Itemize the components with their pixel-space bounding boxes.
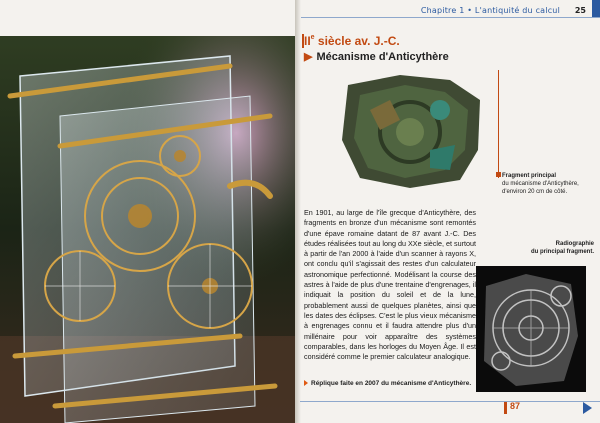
chapter-label: Chapitre 1 [420, 6, 465, 15]
photo-caption-text: Réplique faite en 2007 du mécanisme d'Anticythère. [311, 380, 472, 387]
radiograph-caption [514, 240, 594, 256]
century-text: siècle av. J.-C. [314, 34, 400, 48]
fragment-caption [502, 172, 592, 196]
section-title: L'antiquité du calcul [474, 6, 560, 15]
photo-caption [304, 380, 471, 387]
header-color-tab [592, 0, 600, 17]
page-number: 87 [510, 401, 521, 411]
next-page-arrow-icon [583, 402, 592, 414]
fragment-caption-title: Fragment principal [502, 173, 557, 179]
page-spine [295, 0, 301, 423]
radiograph-caption-line2: du principal fragment. [530, 249, 594, 255]
fragment-photo [330, 70, 490, 190]
header-page-number: 25 [574, 6, 586, 15]
caption-marker-icon [304, 380, 308, 386]
header-rule [300, 17, 600, 18]
century-numeral: II [304, 34, 311, 48]
radiograph-image [476, 266, 586, 392]
century-superscript: e [310, 34, 315, 41]
fragment-caption-text: du mécanisme d'Anticythère, d'environ 20 cm de côté. [502, 181, 579, 195]
footer-rule [300, 401, 600, 402]
radiograph-caption-line1: Radiographie [555, 241, 594, 247]
page-number-marker [504, 402, 507, 414]
article-title-text: Mécanisme d'Anticythère [316, 51, 449, 63]
replica-photo [0, 36, 295, 423]
header-separator: • [464, 6, 475, 15]
header-text [421, 6, 560, 15]
body-paragraph [304, 208, 476, 362]
century-heading [304, 34, 400, 48]
fragment-caption-rule [498, 70, 499, 178]
article-title [304, 50, 449, 63]
title-arrow-icon: ▶ [304, 51, 313, 63]
fragment-caption-marker [496, 172, 501, 177]
body-text: En 1901, au large de l'île grecque d'Anticythère, des fragments en bronze d'un mécanisme sont remontés d'une épave romaine datant de 87 avant J.-C. Des études réalisées tout au long du XXe siècle, et surtout à partir de l'an 2000 à l'aide d'un scanner à rayons X, ont conclu qu'il s'agissait des restes d'un calculateur astronomique perfectionné. Modélisant la course des astres à l'aide de plus d'une trentaine d'engrenages, il indiquait la position du soleil et de la lune, probablement aussi de quelques planètes, ainsi que les dates des éclipses. C'est le plus vieux mécanisme à engrenages connu et il faudra attendre plus d'un millénaire pour voir apparaître des systèmes comparables, dans les horloges du Moyen Âge. Il est considéré comme le premier calculateur analogique. [304, 208, 476, 362]
